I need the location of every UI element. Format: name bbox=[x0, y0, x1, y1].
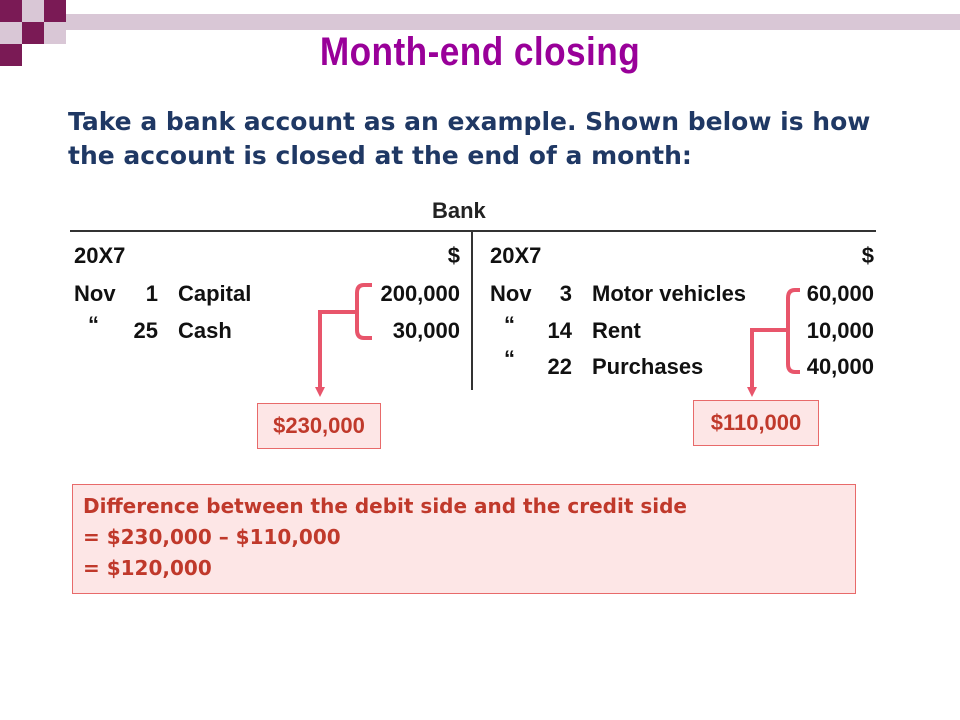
summary-line-3: = $120,000 bbox=[83, 556, 212, 580]
difference-summary bbox=[72, 484, 856, 594]
summary-line-2: = $230,000 – $110,000 bbox=[83, 525, 341, 549]
credit-row-amount: 10,000 bbox=[806, 318, 874, 343]
credit-row-month: Nov bbox=[490, 281, 532, 306]
credit-year: 20X7 bbox=[490, 243, 542, 268]
debit-bracket bbox=[357, 285, 372, 338]
debit-row-amount: 200,000 bbox=[380, 281, 460, 306]
summary-line-1: Difference between the debit side and the credit side bbox=[83, 494, 687, 518]
debit-row-desc: Cash bbox=[178, 318, 232, 343]
credit-currency: $ bbox=[861, 243, 874, 268]
debit-row-desc: Capital bbox=[178, 281, 252, 306]
credit-arrow bbox=[752, 330, 788, 392]
debit-year: 20X7 bbox=[74, 243, 126, 268]
debit-total-box: $230,000 bbox=[257, 403, 381, 449]
credit-bracket bbox=[788, 290, 800, 372]
credit-row-amount: 60,000 bbox=[806, 281, 874, 306]
credit-row-day: 3 bbox=[559, 281, 572, 306]
credit-row-day: 22 bbox=[547, 354, 572, 379]
credit-total-box: $110,000 bbox=[693, 400, 819, 446]
debit-arrow bbox=[320, 312, 357, 392]
credit-row-desc: Motor vehicles bbox=[592, 281, 747, 306]
credit-row-month: “ bbox=[504, 346, 515, 371]
debit-row-month: Nov bbox=[74, 281, 116, 306]
credit-row-desc: Rent bbox=[592, 318, 641, 343]
debit-currency: $ bbox=[447, 243, 460, 268]
debit-row-day: 1 bbox=[145, 281, 158, 306]
intro-text: Take a bank account as an example. Shown below is how the account is closed at the end of a month: bbox=[68, 107, 871, 170]
credit-row-amount: 40,000 bbox=[806, 354, 874, 379]
ledger-title: Bank bbox=[432, 198, 486, 223]
credit-row-day: 14 bbox=[547, 318, 572, 343]
debit-row-amount: 30,000 bbox=[392, 318, 460, 343]
debit-row-day: 25 bbox=[133, 318, 158, 343]
credit-row-desc: Purchases bbox=[592, 354, 704, 379]
debit-row-month: “ bbox=[88, 312, 99, 337]
page-title: Month-end closing bbox=[319, 30, 641, 74]
credit-row-month: “ bbox=[504, 312, 515, 337]
